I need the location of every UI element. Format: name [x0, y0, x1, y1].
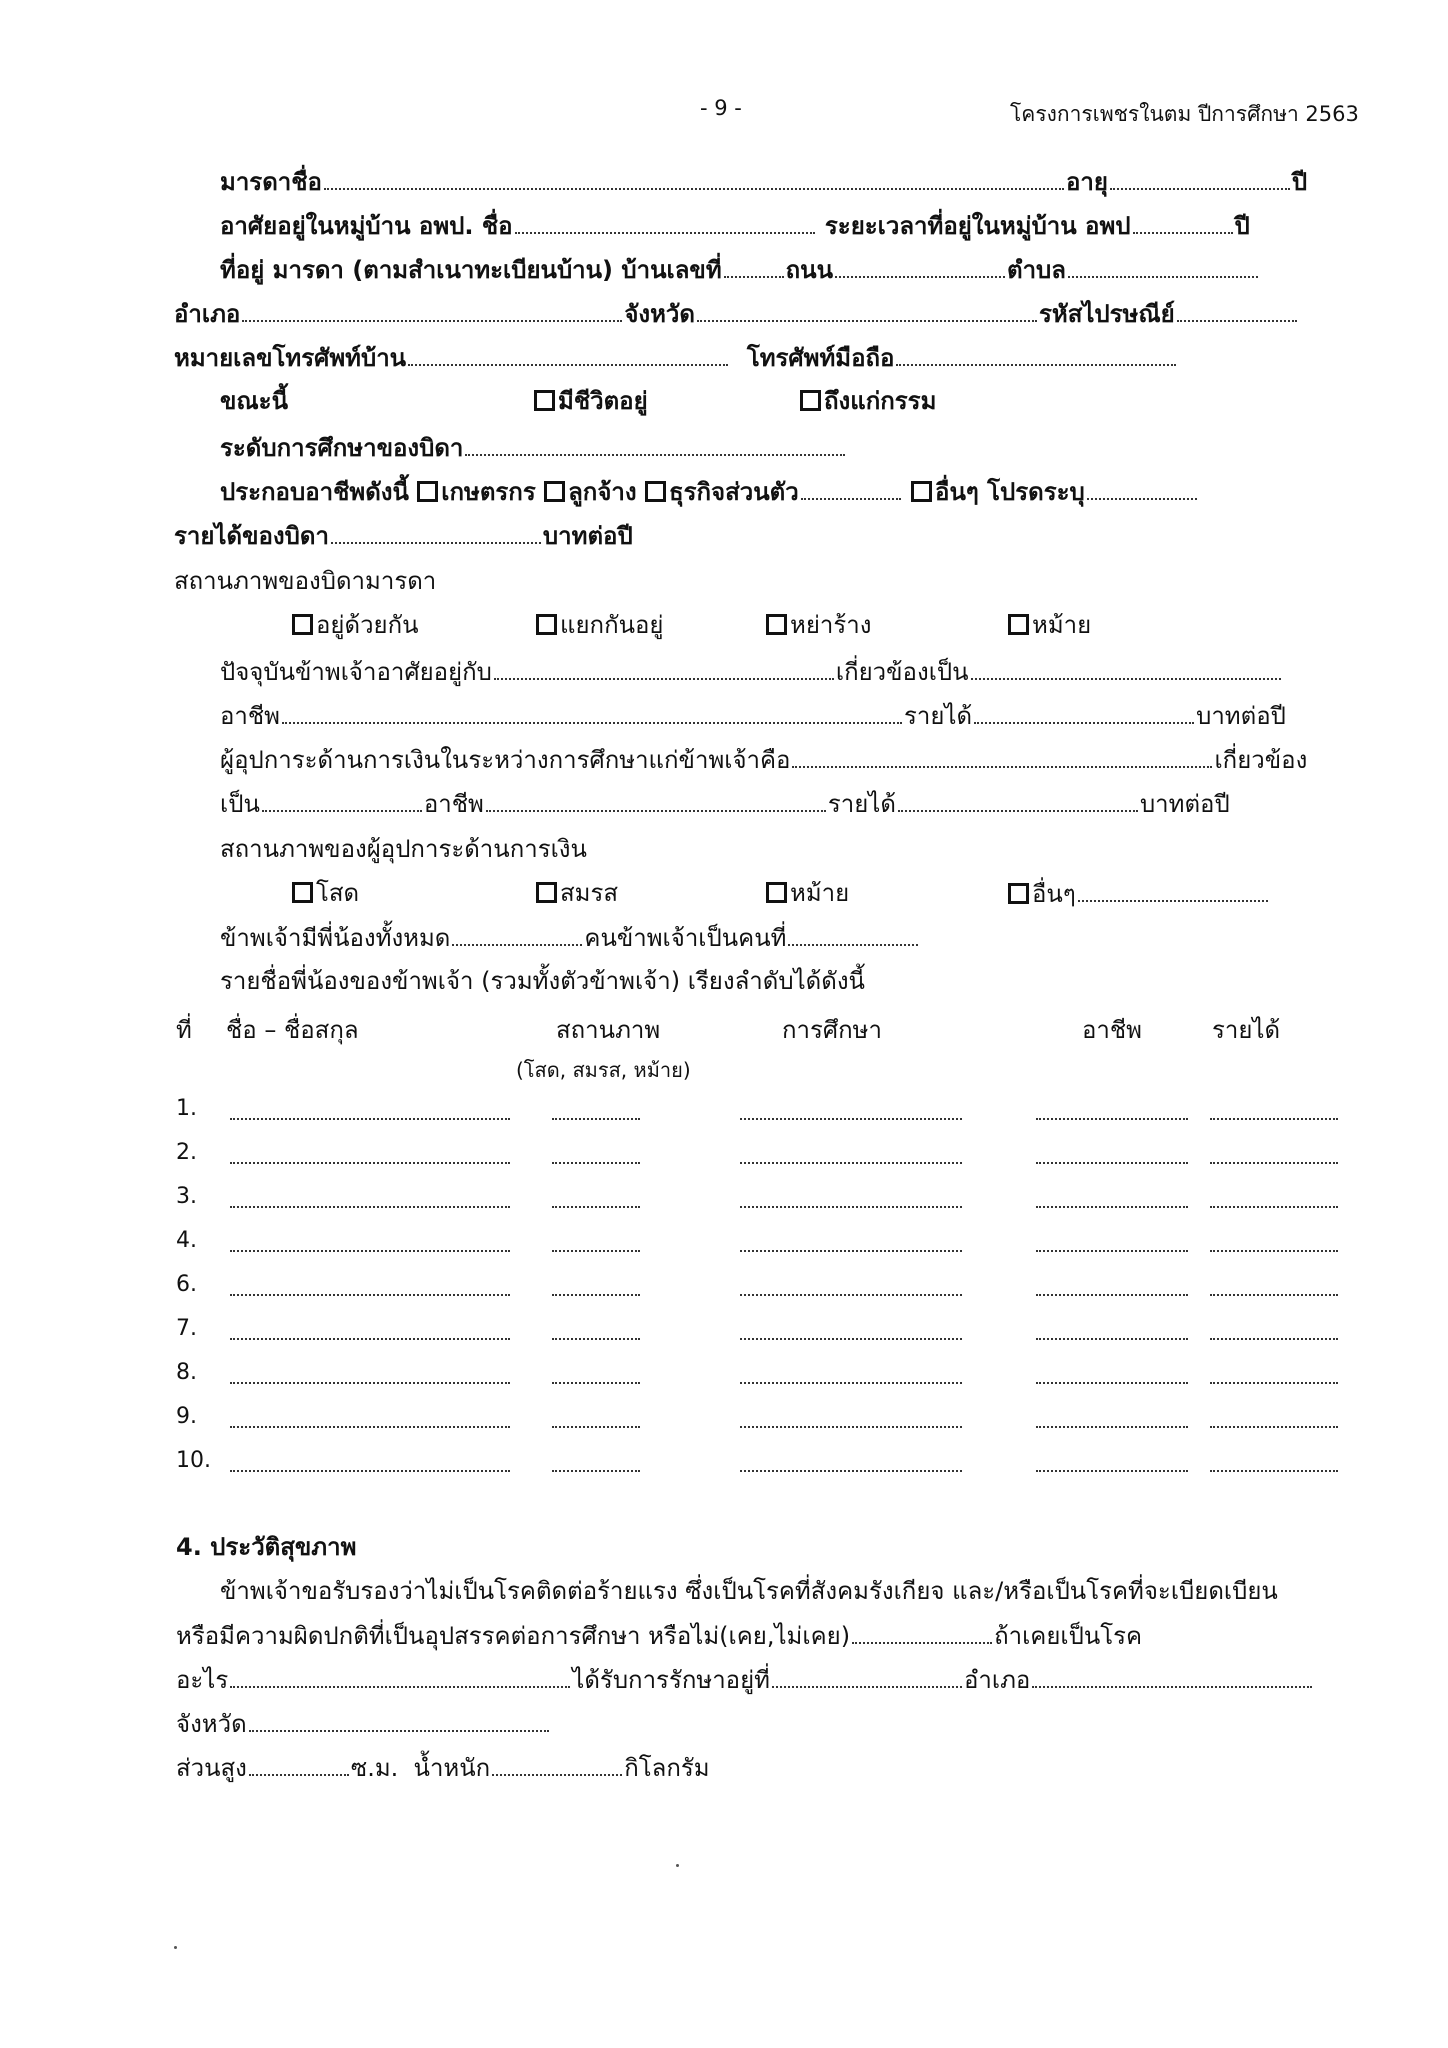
status-note: (โสด, สมรส, หม้าย): [516, 1058, 691, 1082]
father-income-unit: บาทต่อปี: [542, 522, 633, 550]
row-number: 8.: [176, 1360, 197, 1385]
name-cell[interactable]: [230, 1152, 510, 1164]
height-field[interactable]: [249, 1752, 349, 1776]
father-edu-label: ระดับการศึกษาของบิดา: [220, 434, 464, 462]
income-cell[interactable]: [1210, 1416, 1338, 1428]
row-number: 4.: [176, 1228, 197, 1253]
name-cell[interactable]: [230, 1284, 510, 1296]
father-edu-field[interactable]: [465, 432, 845, 456]
sponsor-occ-field[interactable]: [486, 788, 826, 812]
name-cell[interactable]: [230, 1416, 510, 1428]
occupation-cell[interactable]: [1036, 1152, 1188, 1164]
other-occ-field[interactable]: [1087, 476, 1197, 500]
divorced-checkbox[interactable]: [766, 614, 787, 635]
village-field[interactable]: [515, 210, 815, 234]
ever-field[interactable]: [852, 1620, 992, 1644]
occupation-label: ประกอบอาชีพดังนี้: [220, 478, 409, 506]
sponsor-other-label: อื่นๆ: [1032, 880, 1076, 908]
sponsor-widowed-label: หม้าย: [790, 879, 850, 907]
education-cell[interactable]: [740, 1196, 962, 1208]
income-cell[interactable]: [1210, 1284, 1338, 1296]
page-number: - 9 -: [700, 96, 742, 120]
year-label: ปี: [1291, 168, 1308, 196]
business-checkbox[interactable]: [645, 481, 666, 502]
guardian-occ-field[interactable]: [282, 700, 902, 724]
sponsor-other-field[interactable]: [1078, 878, 1268, 902]
deceased-label: ถึงแก่กรรม: [824, 387, 937, 415]
guardian-income-field[interactable]: [974, 700, 1194, 724]
row-number: 2.: [176, 1140, 197, 1165]
income-cell[interactable]: [1210, 1460, 1338, 1472]
together-checkbox[interactable]: [292, 614, 313, 635]
postcode-field[interactable]: [1177, 298, 1297, 322]
occupation-cell[interactable]: [1036, 1372, 1188, 1384]
now-label: ขณะนี้: [220, 387, 288, 415]
siblings-total-label: ข้าพเจ้ามีพี่น้องทั้งหมด: [220, 924, 451, 952]
name-cell[interactable]: [230, 1240, 510, 1252]
weight-unit: กิโลกรัม: [624, 1754, 710, 1782]
row-number: 3.: [176, 1184, 197, 1209]
row-number: 6.: [176, 1272, 197, 1297]
row-number: 7.: [176, 1316, 197, 1341]
treated-field[interactable]: [772, 1664, 962, 1688]
duration-field[interactable]: [1133, 210, 1233, 234]
status-cell[interactable]: [552, 1372, 640, 1384]
health-district-field[interactable]: [1032, 1664, 1312, 1688]
education-cell[interactable]: [740, 1240, 962, 1252]
address-label: ที่อยู่ มารดา (ตามสำเนาทะเบียนบ้าน) บ้านเลขที่: [220, 256, 722, 284]
height-unit: ซ.ม.: [350, 1754, 399, 1782]
health-province-label: จังหวัด: [176, 1710, 247, 1738]
row-number: 9.: [176, 1404, 197, 1429]
separated-checkbox[interactable]: [536, 614, 557, 635]
row-number: 1.: [176, 1096, 197, 1121]
status-cell[interactable]: [552, 1328, 640, 1340]
sponsor-field[interactable]: [792, 744, 1212, 768]
education-cell[interactable]: [740, 1152, 962, 1164]
row-number: 10.: [176, 1448, 211, 1473]
farmer-checkbox[interactable]: [417, 481, 438, 502]
sponsor-other-checkbox[interactable]: [1008, 883, 1029, 904]
business-label: ธุรกิจส่วนตัว: [668, 478, 799, 506]
education-cell[interactable]: [740, 1328, 962, 1340]
married-label: สมรส: [560, 879, 619, 907]
sponsor-income-field[interactable]: [898, 788, 1138, 812]
name-cell[interactable]: [230, 1460, 510, 1472]
status-cell[interactable]: [552, 1284, 640, 1296]
occupation-cell[interactable]: [1036, 1460, 1188, 1472]
sponsor-be-label: เป็น: [220, 790, 260, 818]
mother-name-label: มารดาชื่อ: [220, 168, 322, 196]
single-label: โสด: [316, 879, 360, 907]
occupation-cell[interactable]: [1036, 1416, 1188, 1428]
subdistrict-field[interactable]: [1068, 254, 1258, 278]
together-label: อยู่ด้วยกัน: [316, 611, 419, 639]
guardian-income-label: รายได้: [904, 702, 973, 730]
siblings-total-field[interactable]: [452, 922, 582, 946]
mobile-field[interactable]: [896, 342, 1176, 366]
village-label: อาศัยอยู่ในหมู่บ้าน อพป. ชื่อ: [220, 212, 513, 240]
postcode-label: รหัสไปรษณีย์: [1039, 300, 1175, 328]
province-label: จังหวัด: [624, 300, 695, 328]
married-checkbox[interactable]: [536, 882, 557, 903]
alive-label: มีชีวิตอยู่: [558, 387, 648, 415]
living-with-label: ปัจจุบันข้าพเจ้าอาศัยอยู่กับ: [220, 658, 492, 686]
education-cell[interactable]: [740, 1372, 962, 1384]
divorced-label: หย่าร้าง: [790, 611, 872, 639]
education-cell[interactable]: [740, 1108, 962, 1120]
col-income: รายได้: [1212, 1016, 1281, 1044]
status-cell[interactable]: [552, 1240, 640, 1252]
col-no: ที่: [176, 1016, 192, 1044]
income-cell[interactable]: [1210, 1196, 1338, 1208]
guardian-occ-label: อาชีพ: [220, 702, 280, 730]
education-cell[interactable]: [740, 1416, 962, 1428]
sponsor-label: ผู้อุปการะด้านการเงินในระหว่างการศึกษาแก่ข้าพเจ้าคือ: [220, 746, 791, 774]
living-with-field[interactable]: [494, 656, 834, 680]
sibling-order-field[interactable]: [788, 922, 918, 946]
status-cell[interactable]: [552, 1196, 640, 1208]
road-label: ถนน: [785, 256, 833, 284]
separated-label: แยกกันอยู่: [560, 611, 664, 639]
name-cell[interactable]: [230, 1108, 510, 1120]
height-label: ส่วนสูง: [176, 1754, 247, 1782]
sponsor-widowed-checkbox[interactable]: [766, 882, 787, 903]
income-cell[interactable]: [1210, 1240, 1338, 1252]
weight-label: น้ำหนัก: [413, 1754, 491, 1782]
education-cell[interactable]: [740, 1284, 962, 1296]
name-cell[interactable]: [230, 1372, 510, 1384]
status-cell[interactable]: [552, 1416, 640, 1428]
sibling-order-label: คนข้าพเจ้าเป็นคนที่: [584, 924, 787, 952]
income-cell[interactable]: [1210, 1152, 1338, 1164]
siblings-list-label: รายชื่อพี่น้องของข้าพเจ้า (รวมทั้งตัวข้าพเจ้า) เรียงลำดับได้ดังนี้: [220, 967, 865, 995]
other-occ-label: อื่นๆ โปรดระบุ: [935, 478, 1085, 506]
alive-checkbox[interactable]: [534, 390, 555, 411]
district-label: อำเภอ: [174, 300, 241, 328]
col-name: ชื่อ – ชื่อสกุล: [226, 1016, 359, 1044]
phone-field[interactable]: [408, 342, 728, 366]
road-field[interactable]: [835, 254, 1005, 278]
mobile-label: โทรศัพท์มือถือ: [746, 344, 895, 372]
occupation-cell[interactable]: [1036, 1328, 1188, 1340]
disease-field[interactable]: [230, 1664, 570, 1688]
col-occupation: อาชีพ: [1082, 1016, 1142, 1044]
district-field[interactable]: [242, 298, 622, 322]
province-field[interactable]: [697, 298, 1037, 322]
year2-label: ปี: [1234, 212, 1250, 240]
sponsor-income-unit: บาทต่อปี: [1139, 790, 1230, 818]
disease-label: อะไร: [176, 1666, 229, 1694]
sponsor-relation-field[interactable]: [262, 788, 422, 812]
income-cell[interactable]: [1210, 1108, 1338, 1120]
occupation-cell[interactable]: [1036, 1240, 1188, 1252]
col-status: สถานภาพ: [556, 1016, 661, 1044]
relation-field[interactable]: [971, 656, 1281, 680]
subdistrict-label: ตำบล: [1006, 256, 1066, 284]
health-heading: 4. ประวัติสุขภาพ: [176, 1533, 357, 1561]
sponsor-occ-label: อาชีพ: [423, 790, 484, 818]
occupation-cell[interactable]: [1036, 1196, 1188, 1208]
health-province-field[interactable]: [249, 1708, 549, 1732]
phone-label: หมายเลขโทรศัพท์บ้าน: [174, 344, 407, 372]
income-cell[interactable]: [1210, 1328, 1338, 1340]
employee-label: ลูกจ้าง: [568, 478, 637, 506]
name-cell[interactable]: [230, 1328, 510, 1340]
status-cell[interactable]: [552, 1460, 640, 1472]
treated-label: ได้รับการรักษาอยู่ที่: [572, 1666, 770, 1694]
relation-label: เกี่ยวข้องเป็น: [835, 658, 969, 686]
deceased-checkbox[interactable]: [800, 390, 821, 411]
education-cell[interactable]: [740, 1460, 962, 1472]
health-line-2: หรือมีความผิดปกติที่เป็นอุปสรรคต่อการศึกษา หรือไม่(เคย,ไม่เคย): [176, 1622, 851, 1650]
parents-status-label: สถานภาพของบิดามารดา: [174, 567, 437, 595]
widowed-label: หม้าย: [1032, 611, 1092, 639]
project-title: โครงการเพชรในตม ปีการศึกษา 2563: [1010, 102, 1359, 126]
health-line-2-end: ถ้าเคยเป็นโรค: [994, 1622, 1143, 1650]
age-label: อายุ: [1065, 168, 1108, 196]
age-field[interactable]: [1110, 166, 1290, 190]
single-checkbox[interactable]: [292, 882, 313, 903]
status-cell[interactable]: [552, 1108, 640, 1120]
occupation-cell[interactable]: [1036, 1108, 1188, 1120]
employee-checkbox[interactable]: [544, 481, 565, 502]
farmer-label: เกษตรกร: [441, 478, 536, 506]
sponsor-income-label: รายได้: [827, 790, 896, 818]
weight-field[interactable]: [492, 1752, 622, 1776]
health-line-1: ข้าพเจ้าขอรับรองว่าไม่เป็นโรคติดต่อร้ายแรง ซึ่งเป็นโรคที่สังคมรังเกียจ และ/หรือเป็นโรคที่จะเบียดเบียน: [220, 1577, 1278, 1605]
duration-label: ระยะเวลาที่อยู่ในหมู่บ้าน อพป: [824, 212, 1131, 240]
guardian-income-unit: บาทต่อปี: [1196, 702, 1286, 730]
sponsor-status-label: สถานภาพของผู้อุปการะด้านการเงิน: [220, 835, 587, 863]
occupation-cell[interactable]: [1036, 1284, 1188, 1296]
col-education: การศึกษา: [782, 1016, 882, 1044]
other-occ-checkbox[interactable]: [911, 481, 932, 502]
father-income-label: รายได้ของบิดา: [174, 522, 329, 550]
widowed-checkbox[interactable]: [1008, 614, 1029, 635]
scan-speck: [174, 1946, 177, 1949]
scan-speck: [676, 1864, 679, 1867]
health-district-label: อำเภอ: [963, 1666, 1031, 1694]
mother-name-field[interactable]: [324, 166, 1064, 190]
name-cell[interactable]: [230, 1196, 510, 1208]
father-income-field[interactable]: [331, 520, 541, 544]
business-field[interactable]: [801, 476, 901, 500]
house-no-field[interactable]: [724, 254, 784, 278]
sponsor-relation-label: เกี่ยวข้อง: [1214, 746, 1308, 774]
status-cell[interactable]: [552, 1152, 640, 1164]
income-cell[interactable]: [1210, 1372, 1338, 1384]
